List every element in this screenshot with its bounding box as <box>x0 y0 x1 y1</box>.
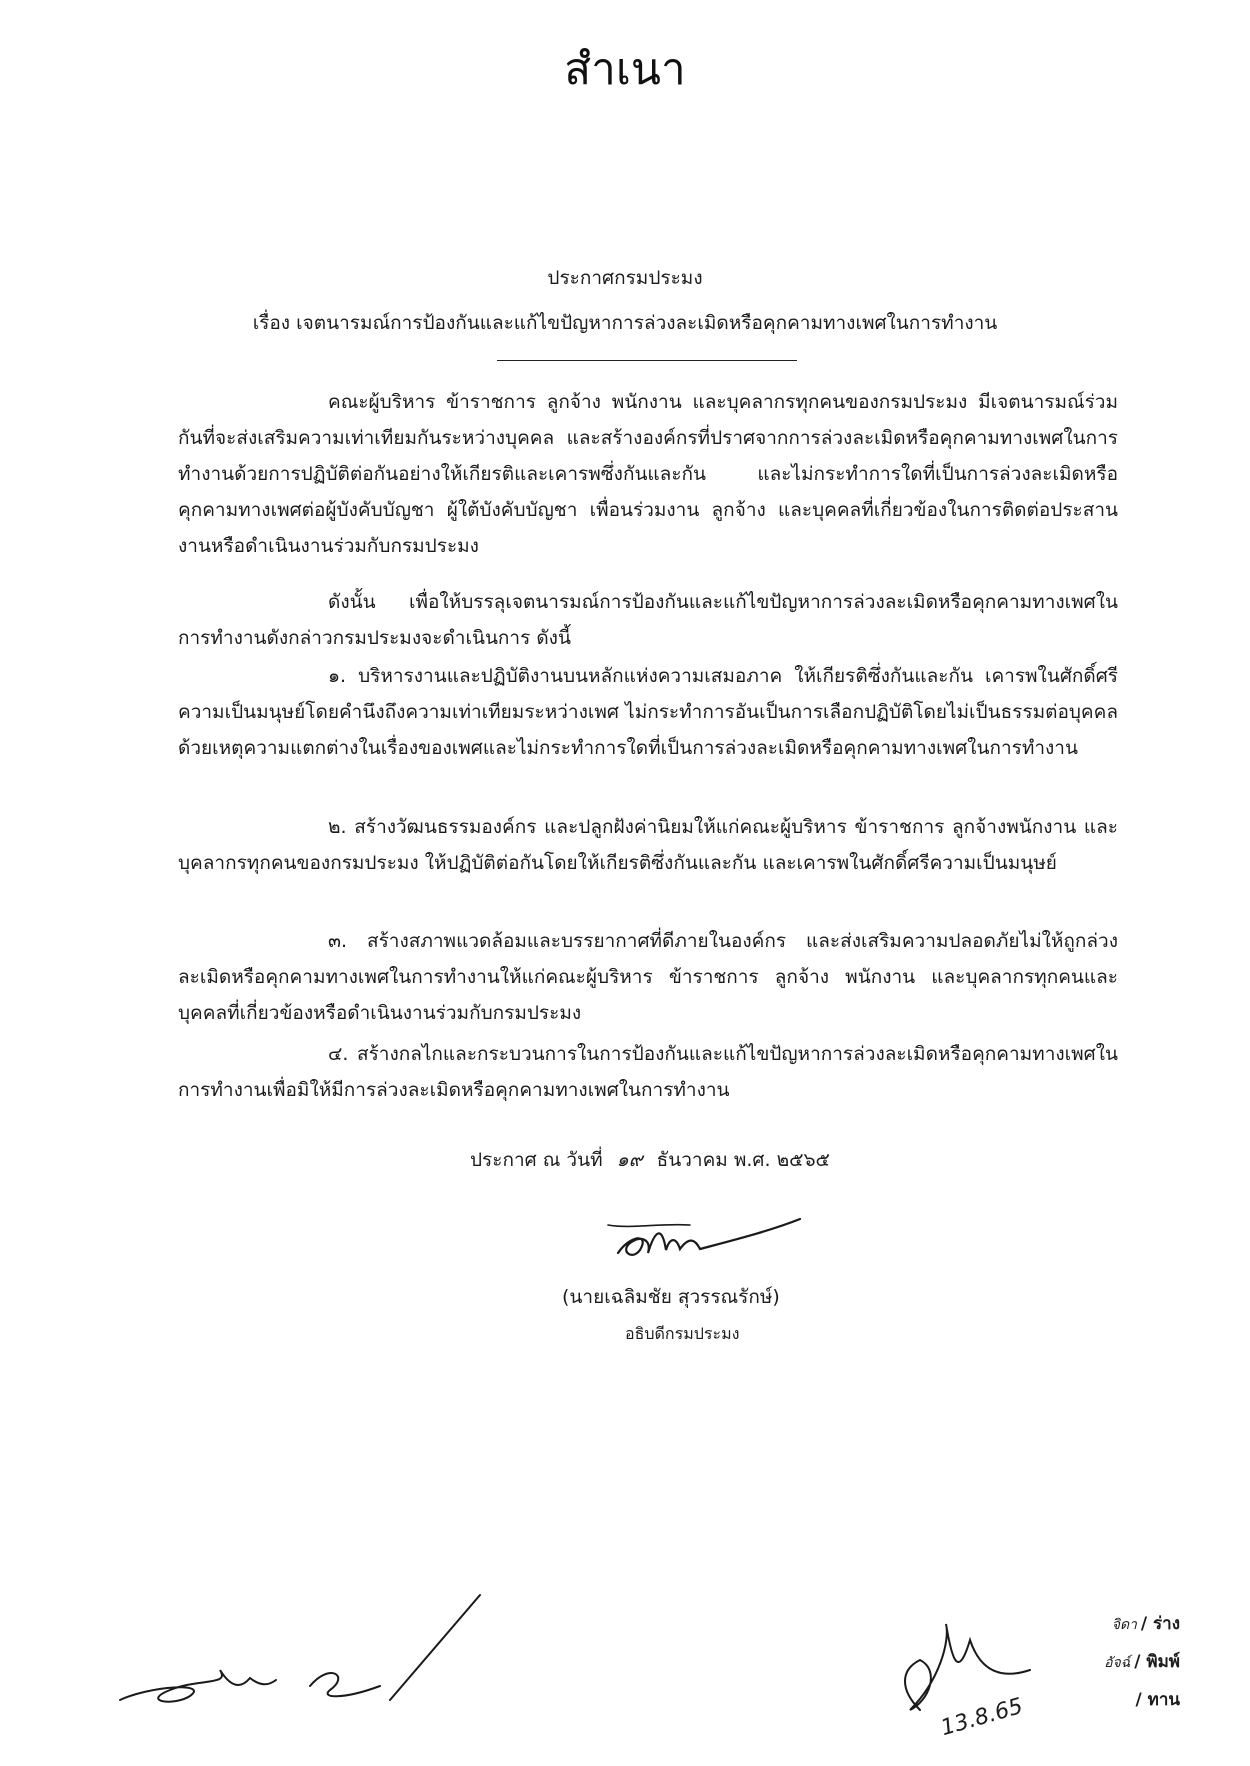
heading-divider <box>497 360 797 361</box>
check-label: / ทาน <box>1135 1690 1180 1710</box>
paragraph-intent: คณะผู้บริหาร ข้าราชการ ลูกจ้าง พนักงาน และบุคลากรทุกคนของกรมประมง มีเจตนารมณ์ร่วมกันที่จะส่งเสริมความเท่าเทียมกันระหว่างบุคคล และสร้างองค์กรที่ปราศจากการล่วงละเมิดหรือคุกคามทางเพศในการทำงานด้วยการปฏิบัติต่อกันอย่างให้เกียรติและเคารพซึ่งกันและกัน และไม่กระทำการใดที่เป็นการล่วงละเมิดหรือคุกคามทางเพศต่อผู้บังคับบัญชา ผู้ใต้บังคับบัญชา เพื่อนร่วมงาน ลูกจ้าง และบุคคลที่เกี่ยวข้องในการติดต่อประสานงานหรือดำเนินงานร่วมกับกรมประมง <box>178 391 1118 557</box>
measure-item-4 <box>178 1036 1118 1108</box>
copy-stamp-title: สำเนา <box>564 44 686 95</box>
director-signature <box>600 1195 820 1275</box>
handwritten-date: 13.8.65 <box>938 1693 1026 1742</box>
signatory-title: อธิบดีกรมประมง <box>625 1324 740 1343</box>
signatory-name: (นายเฉลิมชัย สุวรรณรักษ์) <box>562 1286 780 1308</box>
routing-print <box>1060 1648 1180 1675</box>
date-suffix: ธันวาคม พ.ศ. ๒๕๖๕ <box>656 1149 830 1171</box>
print-label: / พิมพ์ <box>1134 1652 1180 1672</box>
intro-paragraph <box>178 384 1118 564</box>
measure-text-4: ๔. สร้างกลไกและกระบวนการในการป้องกันและแก้ไขปัญหาการล่วงละเมิดหรือคุกคามทางเพศในการทำงานเพื่อมิให้มีการล่วงละเมิดหรือคุกคามทางเพศในการทำงาน <box>178 1043 1118 1101</box>
date-day: ๑๙ <box>616 1149 643 1171</box>
print-initials: อัจฉ์ <box>1104 1655 1131 1671</box>
announcement-date <box>470 1145 830 1175</box>
measure-item-3 <box>178 923 1118 1031</box>
draft-label: / ร่าง <box>1140 1614 1180 1634</box>
therefore-paragraph <box>178 584 1118 656</box>
announcement-heading: ประกาศกรมประมง <box>547 267 703 289</box>
routing-draft <box>1060 1610 1180 1637</box>
routing-check <box>1060 1686 1180 1713</box>
initials-signature-left <box>80 1590 500 1720</box>
measure-text-1: ๑. บริหารงานและปฏิบัติงานบนหลักแห่งความเสมอภาค ให้เกียรติซึ่งกันและกัน เคารพในศักดิ์ศรีความเป็นมนุษย์โดยคำนึงถึงความเท่าเทียมระหว่างเพศ ไม่กระทำการอันเป็นการเลือกปฏิบัติโดยไม่เป็นธรรมต่อบุคคลด้วยเหตุความแตกต่างในเรื่องของเพศและไม่กระทำการใดที่เป็นการล่วงละเมิดหรือคุกคามทางเพศในการทำงาน <box>178 665 1118 759</box>
paragraph-therefore: ดังนั้น เพื่อให้บรรลุเจตนารมณ์การป้องกันและแก้ไขปัญหาการล่วงละเมิดหรือคุกคามทางเพศในการทำงานดังกล่าวกรมประมงจะดำเนินการ ดังนี้ <box>178 591 1118 649</box>
measure-item-2 <box>178 809 1118 881</box>
announcement-subject: เรื่อง เจตนารมณ์การป้องกันและแก้ไขปัญหาการล่วงละเมิดหรือคุกคามทางเพศในการทำงาน <box>252 312 998 334</box>
measure-item-1 <box>178 658 1118 766</box>
measure-text-3: ๓. สร้างสภาพแวดล้อมและบรรยากาศที่ดีภายในองค์กร และส่งเสริมความปลอดภัยไม่ให้ถูกล่วงละเมิดหรือคุกคามทางเพศในการทำงานให้แก่คณะผู้บริหาร ข้าราชการ ลูกจ้าง พนักงาน และบุคลากรทุกคนและบุคคลที่เกี่ยวข้องหรือดำเนินงานร่วมกับกรมประมง <box>178 930 1118 1024</box>
date-prefix: ประกาศ ณ วันที่ <box>470 1149 603 1171</box>
draft-initials: จิดา <box>1111 1617 1137 1633</box>
measure-text-2: ๒. สร้างวัฒนธรรมองค์กร และปลูกฝังค่านิยมให้แก่คณะผู้บริหาร ข้าราชการ ลูกจ้างพนักงาน และบุคลากรทุกคนของกรมประมง ให้ปฏิบัติต่อกันโดยให้เกียรติซึ่งกันและกัน และเคารพในศักดิ์ศรีความเป็นมนุษย์ <box>178 816 1118 874</box>
